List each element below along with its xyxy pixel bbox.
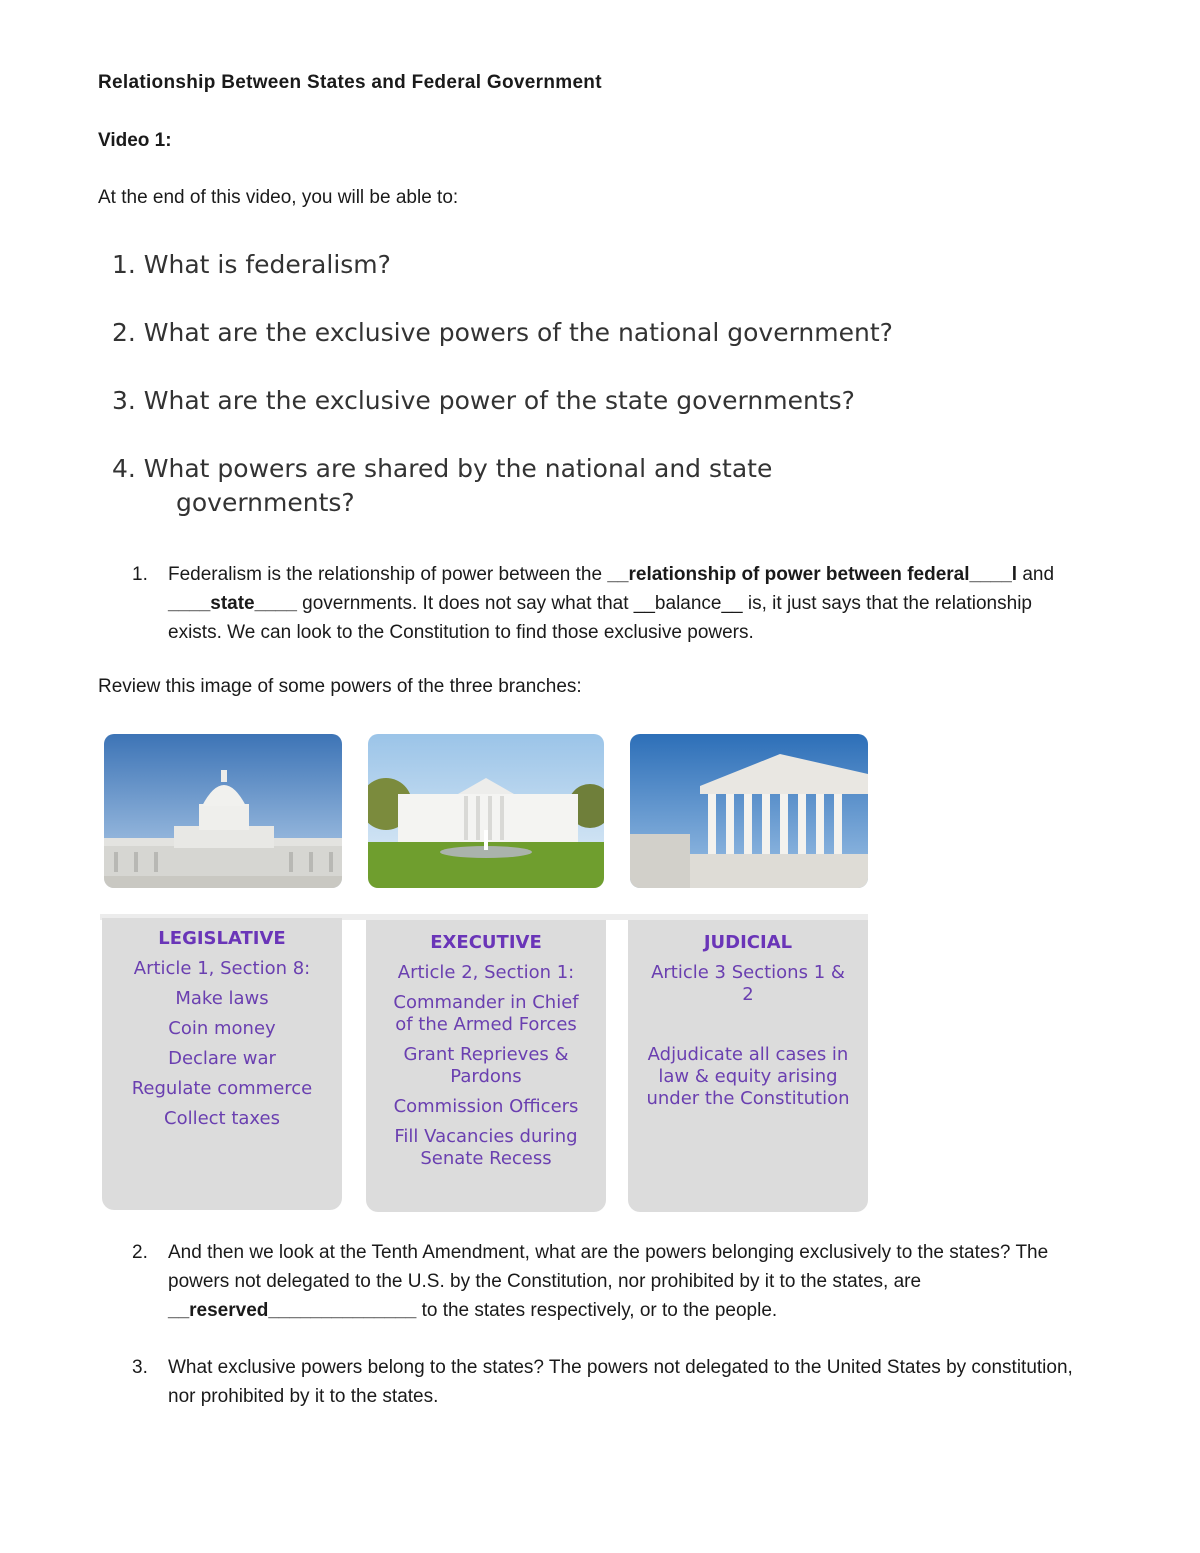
legislative-card <box>102 918 342 1210</box>
branch-item: Article 2, Section 1: <box>397 962 575 983</box>
question-2: 2. And then we look at the Tenth Amendment, what are the powers belonging exclusively to the states? The powers not delegated to the U.S. by the Constitution, nor prohibited by it to the states, are __reserved______________ to the states respectively, or to the people. <box>98 1238 1088 1325</box>
objective-item: 2. What are the exclusive powers of the national government? <box>112 318 893 347</box>
branch-item: Adjudicate all cases in law & equity arising under the Constitution <box>646 1044 850 1109</box>
objectives-list <box>112 250 893 517</box>
judicial-card <box>628 920 868 1212</box>
question-text: Federalism is the relationship of power between the <box>168 564 608 585</box>
answer-blank: ____state____ <box>168 593 297 614</box>
branch-item <box>628 1014 868 1036</box>
objective-item: 1. What is federalism? <box>112 250 391 279</box>
video-label: Video 1: <box>98 130 172 151</box>
branch-item: Commander in Chief of the Armed Forces <box>393 992 579 1035</box>
answer-blank: __reserved______________ <box>168 1300 417 1321</box>
branch-item: Declare war <box>168 1048 276 1069</box>
question-3 <box>98 1353 1088 1411</box>
branch-item: Article 3 Sections 1 & 2 <box>651 962 845 1005</box>
objective-item: 4. What powers are shared by the national and state <box>112 454 773 483</box>
review-text: Review this image of some powers of the three branches: <box>98 676 582 697</box>
branch-item: Article 1, Section 8: <box>133 958 311 979</box>
branch-item: Grant Reprieves & Pardons <box>403 1044 569 1087</box>
answer-blank: __relationship of power between federal____l <box>607 564 1018 585</box>
list-number: 2. <box>132 1242 148 1263</box>
branch-title: LEGISLATIVE <box>158 928 286 949</box>
branch-item: Commission Officers <box>393 1096 579 1117</box>
question-text: And then we look at the Tenth Amendment, what are the powers belonging exclusively to the states? The powers not delegated to the U.S. by the Constitution, nor prohibited by it to the states, are <box>168 1242 1049 1292</box>
branch-item: Make laws <box>175 988 269 1009</box>
intro-text: At the end of this video, you will be able to: <box>98 187 459 208</box>
question-1: 1. Federalism is the relationship of power between the __relationship of power between federal____l and ____state____ governments. It does not say what that __balance__ is, it just says that the relationship exists. We can look to the Constitution to find those exclusive powers. <box>98 560 1088 647</box>
list-number: 1. <box>132 564 148 585</box>
question-text: What exclusive powers belong to the states? The powers not delegated to the United States by constitution, nor prohibited by it to the states. <box>168 1357 1073 1407</box>
branches-figure <box>100 726 868 1202</box>
branch-item: Regulate commerce <box>131 1078 313 1099</box>
executive-card <box>366 920 606 1212</box>
white-house-image <box>368 734 604 888</box>
supreme-court-image <box>630 734 868 888</box>
list-number: 3. <box>132 1357 148 1378</box>
branch-title: JUDICIAL <box>703 932 793 953</box>
branch-title: EXECUTIVE <box>430 932 542 953</box>
capitol-building-image <box>104 734 342 888</box>
branch-item: Collect taxes <box>164 1108 280 1129</box>
objective-item: 3. What are the exclusive power of the state governments? <box>112 386 855 415</box>
document-title: Relationship Between States and Federal Government <box>98 72 602 93</box>
branch-item: Coin money <box>168 1018 276 1039</box>
branch-item: Fill Vacancies during Senate Recess <box>394 1126 578 1169</box>
objective-item: governments? <box>176 488 355 517</box>
